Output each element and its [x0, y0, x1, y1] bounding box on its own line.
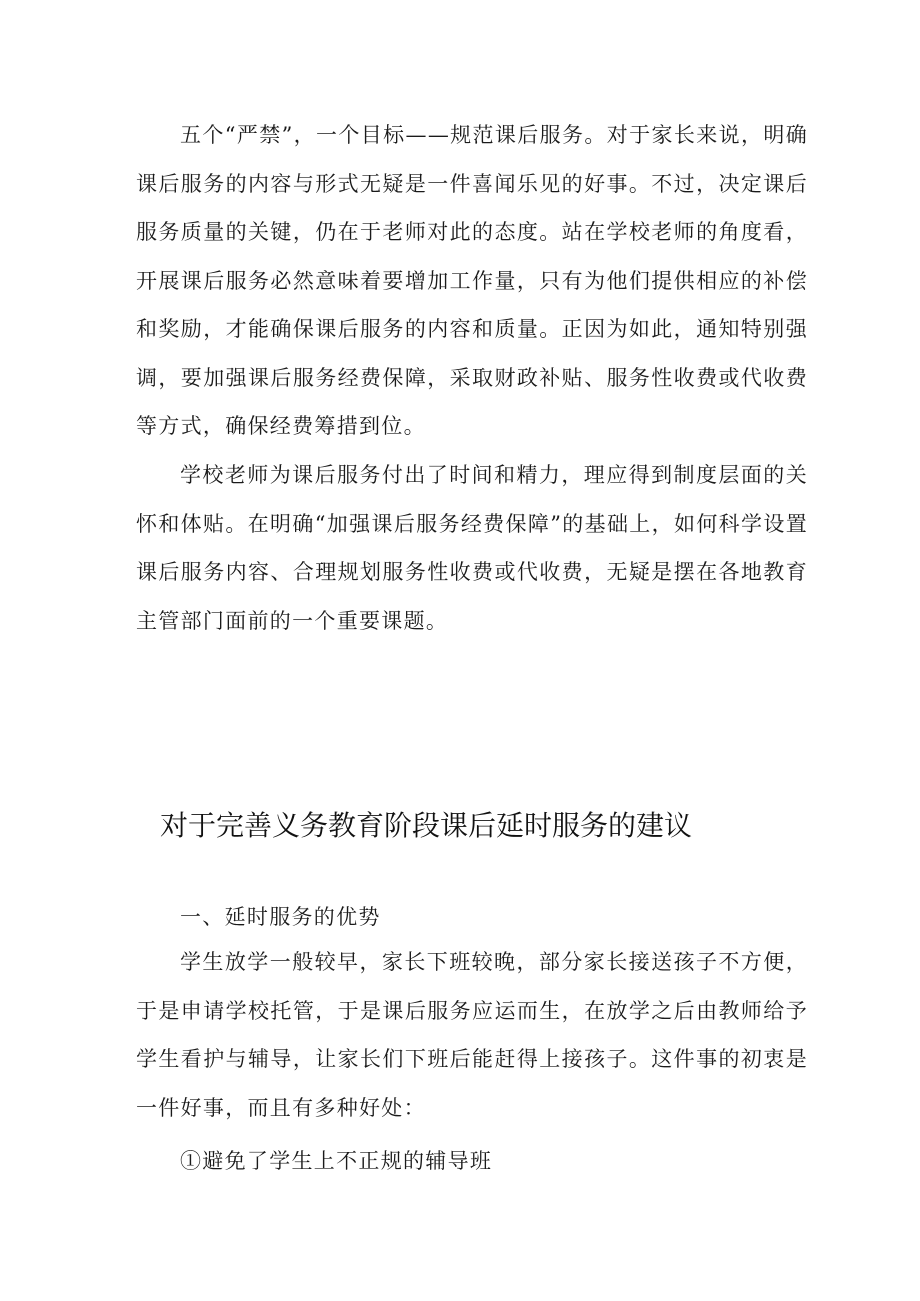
article-title: 对于完善义务教育阶段课后延时服务的建议 [160, 809, 693, 842]
paragraph-after-school-service-norms: 五个“严禁”，一个目标——规范课后服务。对于家长来说，明确课后服务的内容与形式无疑是一件喜闻乐见的好事。不过，决定课后服务质量的关键，仍在于老师对此的态度。站在学校老师的角度看，开展课后服务必然意味着要增加工作量，只有为他们提供相应的补偿和奖励，才能确保课后服务的内容和质量。正因为如此，通知特别强调，要加强课后服务经费保障，采取财政补贴、服务性收费或代收费等方式，确保经费筹措到位。 [136, 123, 808, 438]
list-item-1: ①避免了学生上不正规的辅导班 [180, 1149, 493, 1173]
paragraph-advantages-intro: 学生放学一般较早，家长下班较晚，部分家长接送孩子不方便，于是申请学校托管，于是课后服务应运而生，在放学之后由教师给予学生看护与辅导，让家长们下班后能赶得上接孩子。这件事的初衷是一件好事，而且有多种好处： [136, 950, 808, 1120]
paragraph-teacher-care: 学校老师为课后服务付出了时间和精力，理应得到制度层面的关怀和体贴。在明确“加强课后服务经费保障”的基础上，如何科学设置课后服务内容、合理规划服务性收费或代收费，无疑是摆在各地教育主管部门面前的一个重要课题。 [136, 463, 808, 633]
section-heading-advantages: 一、延时服务的优势 [180, 905, 381, 929]
